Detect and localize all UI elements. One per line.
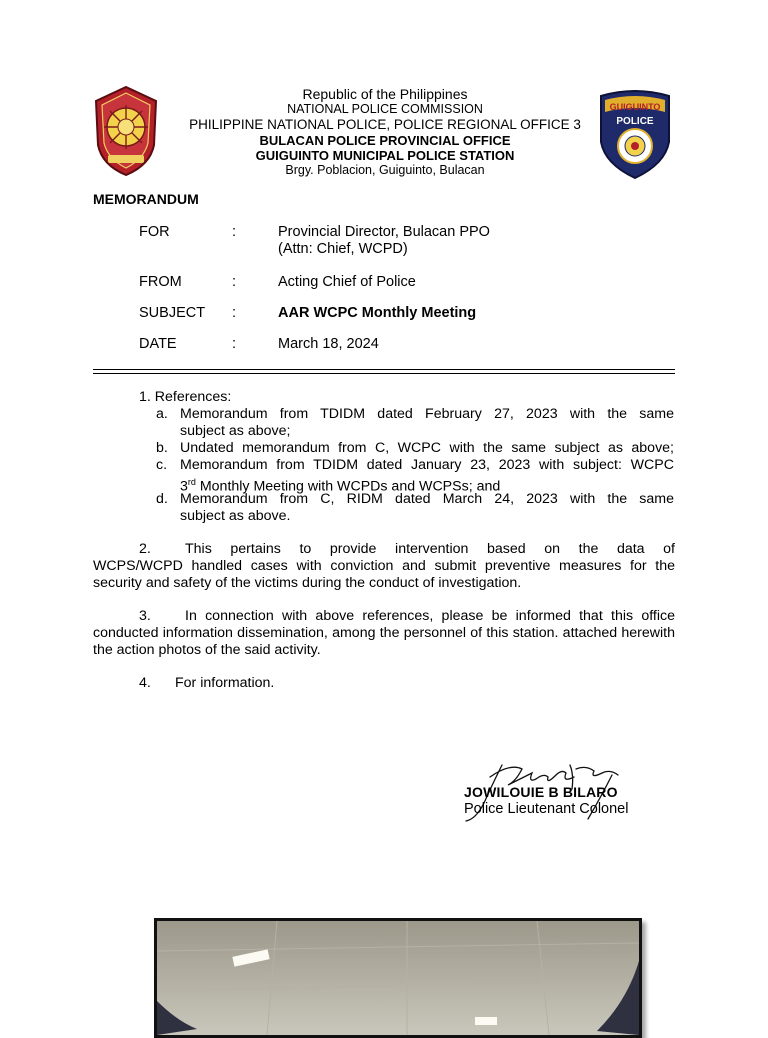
guiguinto-police-badge xyxy=(595,88,675,180)
reference-c xyxy=(156,457,674,495)
date-value: March 18, 2024 xyxy=(278,336,379,352)
ref-line-rest: Monthly Meeting with WCPDs and WCPSs; and xyxy=(195,478,501,495)
for-value: Provincial Director, Bulacan PPO xyxy=(278,224,490,240)
subject-value: AAR WCPC Monthly Meeting xyxy=(278,305,477,321)
memo-title: MEMORANDUM xyxy=(93,191,199,207)
badge-top-text: GUIGUINTO xyxy=(609,102,661,112)
paragraph-4-text: For information. xyxy=(175,675,275,691)
paragraph-3-body: conducted information dissemination, among the personnel of this station. attached herewith the action photos of the said activity. xyxy=(93,625,675,658)
paragraph-3-lead: In connection with above references, please be informed that this office xyxy=(185,608,675,624)
activity-photo-image xyxy=(157,921,639,1035)
letterhead-republic: Republic of the Philippines xyxy=(302,86,468,102)
paragraph-2-number: 2. xyxy=(139,541,151,557)
letterhead-address: Brgy. Poblacion, Guiguinto, Bulacan xyxy=(285,163,485,177)
paragraph-2-first-line xyxy=(93,541,675,558)
signatory-rank: Police Lieutenant Colonel xyxy=(464,801,629,817)
ref-line: subject as above; xyxy=(180,422,291,439)
letterhead-pro3: PHILIPPINE NATIONAL POLICE, POLICE REGIONAL OFFICE 3 xyxy=(189,117,581,132)
reference-a xyxy=(156,406,674,440)
signatory-name: JOWILOUIE B BILARO xyxy=(464,784,618,800)
ref-line: Undated memorandum from C, WCPC with the same subject as above; xyxy=(180,440,674,456)
ref-line: Memorandum from TDIDM dated January 23, 2023 with subject: WCPC xyxy=(180,457,674,473)
letterhead-provincial-office: BULACAN POLICE PROVINCIAL OFFICE xyxy=(259,133,511,148)
for-colon: : xyxy=(232,224,237,240)
divider-top xyxy=(93,369,675,370)
ref-letter: b. xyxy=(156,440,168,456)
subject-colon: : xyxy=(232,305,237,321)
from-label: FROM xyxy=(139,274,182,290)
paragraph-4-number: 4. xyxy=(139,675,151,691)
paragraph-2-body: WCPS/WCPD handled cases with conviction and submit preventive measures for the security and safety of the victims during the conduct of investigation. xyxy=(93,558,675,591)
ref-letter: c. xyxy=(156,457,168,473)
paragraph-2-lead: This pertains to provide intervention based on the data of xyxy=(185,541,675,557)
ref-line: subject as above. xyxy=(180,507,291,524)
ref-line: Memorandum from TDIDM dated February 27, 2023 with the same xyxy=(180,406,674,422)
pnp-logo xyxy=(92,85,160,177)
for-label: FOR xyxy=(139,224,170,240)
letterhead-station: GUIGUINTO MUNICIPAL POLICE STATION xyxy=(255,148,515,163)
subject-label: SUBJECT xyxy=(139,305,206,321)
from-value: Acting Chief of Police xyxy=(278,274,416,290)
letterhead-napolcom: NATIONAL POLICE COMMISSION xyxy=(287,102,483,116)
divider-bottom xyxy=(93,373,675,374)
date-colon: : xyxy=(232,336,237,352)
ref-line: Memorandum from C, RIDM dated March 24, 2023 with the same xyxy=(180,491,674,507)
reference-d xyxy=(156,491,674,525)
activity-photo xyxy=(154,918,642,1038)
ordinal-number: 3 xyxy=(180,478,188,495)
ordinal-suffix: rd xyxy=(187,476,196,487)
date-label: DATE xyxy=(139,336,177,352)
paragraph-3-first-line xyxy=(93,608,675,625)
from-colon: : xyxy=(232,274,237,290)
badge-bottom-text: POLICE xyxy=(616,116,654,127)
ref-letter: a. xyxy=(156,406,168,422)
references-heading: 1. References: xyxy=(139,389,232,405)
for-attn: (Attn: Chief, WCPD) xyxy=(278,241,408,257)
ref-letter: d. xyxy=(156,491,168,507)
paragraph-3-number: 3. xyxy=(139,608,151,624)
reference-b xyxy=(156,440,674,457)
